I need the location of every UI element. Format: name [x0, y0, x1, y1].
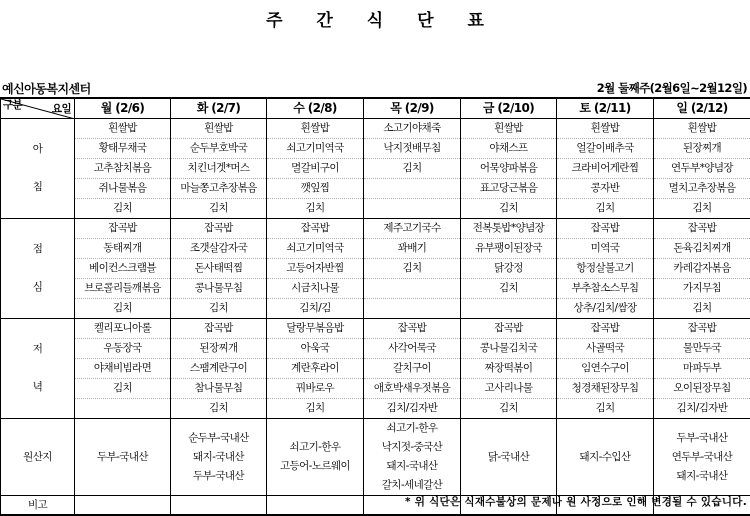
day-header: 월 (2/6)	[75, 98, 171, 119]
menu-item: 김치/김자반	[364, 399, 461, 419]
day-header: 목 (2/9)	[364, 98, 461, 119]
menu-item: 돈육김치찌개	[654, 239, 750, 259]
menu-item: 김치	[364, 159, 461, 179]
menu-item: 소고기야채죽	[364, 119, 461, 139]
meal-name-cell	[1, 319, 75, 419]
menu-item: 시금치나물	[267, 279, 364, 299]
meal-name-spacer	[1, 359, 74, 378]
menu-item: 사골떡국	[557, 339, 654, 359]
menu-item	[364, 199, 461, 219]
remarks-label: 비고	[1, 496, 75, 516]
menu-item: 순두부호박국	[171, 139, 267, 159]
menu-item: 제주고기국수	[364, 219, 461, 239]
menu-item: 꿔바로우	[267, 379, 364, 399]
menu-item: 가지무침	[654, 279, 750, 299]
meal-name-spacer	[1, 259, 74, 278]
menu-item: 김치	[654, 299, 750, 319]
menu-item: 콩나물무침	[171, 279, 267, 299]
meal-name-cell	[1, 219, 75, 319]
origin-line: 닭-국내산	[461, 448, 556, 467]
meal-row	[1, 179, 750, 199]
day-header: 화 (2/7)	[171, 98, 267, 119]
menu-item: 얼갈이배추국	[557, 139, 654, 159]
menu-item: 꽈배기	[364, 239, 461, 259]
day-label: 요일	[52, 103, 71, 115]
meal-name-top: 저	[1, 340, 74, 359]
menu-item: 김치	[171, 299, 267, 319]
menu-item: 켈리포니아롤	[75, 319, 171, 339]
menu-item: 잡곡밥	[557, 319, 654, 339]
menu-item: 김치	[364, 259, 461, 279]
meal-row	[1, 159, 750, 179]
menu-item: 흰쌀밥	[171, 119, 267, 139]
menu-item: 된장찌개	[654, 139, 750, 159]
menu-item: 물만두국	[654, 339, 750, 359]
menu-item: 부추참소스무침	[557, 279, 654, 299]
menu-item: 마늘쫑고추장볶음	[171, 179, 267, 199]
menu-item: 김치	[461, 199, 557, 219]
menu-item: 김치	[267, 199, 364, 219]
menu-item: 김치/김자반	[654, 399, 750, 419]
origin-cell	[461, 419, 557, 496]
week-label: 2월 둘째주(2월6일~2월12일)	[597, 80, 747, 96]
origin-line: 낙지젓-중국산	[364, 438, 460, 457]
meal-row	[1, 299, 750, 319]
menu-item	[364, 279, 461, 299]
menu-item: 스팸계란구이	[171, 359, 267, 379]
menu-item: 김치	[461, 279, 557, 299]
origin-line: 고등어-노르웨이	[267, 457, 363, 476]
origin-cell	[75, 419, 171, 496]
meal-row	[1, 239, 750, 259]
menu-item: 잡곡밥	[75, 219, 171, 239]
day-header: 수 (2/8)	[267, 98, 364, 119]
menu-item: 황태무채국	[75, 139, 171, 159]
menu-item: 임연수구이	[557, 359, 654, 379]
menu-item: 쥐나물볶음	[75, 179, 171, 199]
menu-item: 베이컨스크램블	[75, 259, 171, 279]
menu-item	[364, 179, 461, 199]
menu-item: 우동장국	[75, 339, 171, 359]
menu-item: 계란후라이	[267, 359, 364, 379]
weekly-menu-table	[0, 97, 750, 516]
origin-row	[1, 419, 750, 496]
menu-item: 김치	[171, 399, 267, 419]
meal-row	[1, 119, 750, 139]
meal-row	[1, 339, 750, 359]
menu-item: 사각어묵국	[364, 339, 461, 359]
meal-row	[1, 319, 750, 339]
origin-line: 연두부-국내산	[654, 448, 750, 467]
menu-item: 아욱국	[267, 339, 364, 359]
origin-line: 돼지-국내산	[171, 448, 266, 467]
menu-item: 어묵양파볶음	[461, 159, 557, 179]
menu-item: 잡곡밥	[654, 319, 750, 339]
menu-item: 콩자반	[557, 179, 654, 199]
menu-item: 쇠고기미역국	[267, 139, 364, 159]
day-header: 토 (2/11)	[557, 98, 654, 119]
meal-row	[1, 219, 750, 239]
origin-label: 원산지	[1, 419, 75, 496]
origin-line: 쇠고기-한우	[267, 438, 363, 457]
menu-item: 브로콜리들깨볶음	[75, 279, 171, 299]
menu-item: 짜장떡볶이	[461, 359, 557, 379]
menu-item: 닭강정	[461, 259, 557, 279]
menu-item	[461, 299, 557, 319]
menu-item: 낙지젓배무침	[364, 139, 461, 159]
menu-item: 야채스프	[461, 139, 557, 159]
menu-item: 동태찌개	[75, 239, 171, 259]
meal-row	[1, 259, 750, 279]
origin-line: 두부-국내산	[171, 467, 266, 486]
menu-item: 크라비어게란찜	[557, 159, 654, 179]
menu-item: 흰쌀밥	[654, 119, 750, 139]
origin-line: 두부-국내산	[75, 448, 170, 467]
menu-item: 야채비빔라면	[75, 359, 171, 379]
remarks-cell	[75, 496, 171, 516]
menu-item: 김치	[557, 199, 654, 219]
menu-item: 고등어자반찜	[267, 259, 364, 279]
origin-cell	[557, 419, 654, 496]
menu-item: 고추참치볶음	[75, 159, 171, 179]
organization-name: 예신아동복지센터	[2, 80, 91, 97]
menu-item: 멸갈비구이	[267, 159, 364, 179]
menu-item: 카레감자볶음	[654, 259, 750, 279]
origin-cell	[364, 419, 461, 496]
meal-name-bottom: 침	[1, 178, 74, 197]
menu-item: 김치	[654, 199, 750, 219]
menu-item: 잡곡밥	[654, 219, 750, 239]
page-title: 주 간 식 단 표	[0, 6, 750, 31]
menu-item	[75, 399, 171, 419]
meal-name-top: 아	[1, 140, 74, 159]
menu-item: 오이된장무침	[654, 379, 750, 399]
menu-item: 흰쌀밥	[557, 119, 654, 139]
menu-item: 잡곡밥	[557, 219, 654, 239]
origin-cell	[654, 419, 750, 496]
menu-item: 김치	[267, 399, 364, 419]
meal-row	[1, 199, 750, 219]
menu-item: 흰쌀밥	[75, 119, 171, 139]
origin-line: 쇠고기-한우	[364, 419, 460, 438]
menu-item: 흰쌀밥	[461, 119, 557, 139]
menu-item: 김치	[461, 399, 557, 419]
menu-item: 미역국	[557, 239, 654, 259]
meal-row	[1, 139, 750, 159]
menu-item: 돈사태떡찜	[171, 259, 267, 279]
origin-cell	[267, 419, 364, 496]
menu-item: 유부팽이된장국	[461, 239, 557, 259]
remarks-cell	[267, 496, 364, 516]
origin-line: 갈치-세네갈산	[364, 476, 460, 495]
menu-item: 갈치구이	[364, 359, 461, 379]
menu-item: 흰쌀밥	[267, 119, 364, 139]
menu-item: 참나물무침	[171, 379, 267, 399]
menu-item: 김치	[75, 379, 171, 399]
origin-line: 순두부-국내산	[171, 429, 266, 448]
meal-row	[1, 359, 750, 379]
meal-name-cell	[1, 119, 75, 219]
remarks-cell	[171, 496, 267, 516]
origin-cell	[171, 419, 267, 496]
meal-name-spacer	[1, 159, 74, 178]
meal-row	[1, 399, 750, 419]
menu-item: 김치	[557, 399, 654, 419]
meal-row	[1, 279, 750, 299]
menu-item: 쇠고기미역국	[267, 239, 364, 259]
menu-item: 애호박새우젓볶음	[364, 379, 461, 399]
menu-item: 잡곡밥	[171, 219, 267, 239]
footnote: * 위 식단은 식재수불상의 문제나 원 사정으로 인해 변경될 수 있습니다.	[405, 494, 747, 509]
day-header: 일 (2/12)	[654, 98, 750, 119]
origin-line: 돼지-국내산	[364, 457, 460, 476]
menu-item: 연두부*양념장	[654, 159, 750, 179]
menu-item: 깻잎찜	[267, 179, 364, 199]
menu-item: 청경채된장무침	[557, 379, 654, 399]
menu-item: 김치	[171, 199, 267, 219]
menu-item: 김치	[75, 199, 171, 219]
meal-name-bottom: 심	[1, 278, 74, 297]
menu-item: 잡곡밥	[171, 319, 267, 339]
menu-item: 잡곡밥	[364, 319, 461, 339]
menu-item	[364, 299, 461, 319]
meal-name-top: 점	[1, 240, 74, 259]
menu-item: 콩나물김치국	[461, 339, 557, 359]
menu-item: 전복톳밥*양념장	[461, 219, 557, 239]
menu-body	[1, 119, 750, 419]
menu-item: 김치	[75, 299, 171, 319]
menu-item: 치킨너겟*머스	[171, 159, 267, 179]
origin-line: 돼지-수입산	[557, 448, 653, 467]
day-header: 금 (2/10)	[461, 98, 557, 119]
menu-item: 마파두부	[654, 359, 750, 379]
meal-row	[1, 379, 750, 399]
menu-item: 고사리나물	[461, 379, 557, 399]
menu-item: 멸치고추장볶음	[654, 179, 750, 199]
menu-item: 조갯살감자국	[171, 239, 267, 259]
origin-line: 두부-국내산	[654, 429, 750, 448]
menu-item: 김치/김	[267, 299, 364, 319]
menu-item: 상추/김치/쌈장	[557, 299, 654, 319]
menu-item: 항정살불고기	[557, 259, 654, 279]
menu-item: 잡곡밥	[267, 219, 364, 239]
meal-name-bottom: 녁	[1, 378, 74, 397]
category-label: 구분	[3, 99, 22, 111]
menu-item: 잡곡밥	[461, 319, 557, 339]
menu-item: 된장찌개	[171, 339, 267, 359]
menu-item: 달랑무볶음밥	[267, 319, 364, 339]
header-diagonal-cell	[1, 98, 75, 119]
menu-item: 표고당근볶음	[461, 179, 557, 199]
origin-line: 돼지-국내산	[654, 467, 750, 486]
